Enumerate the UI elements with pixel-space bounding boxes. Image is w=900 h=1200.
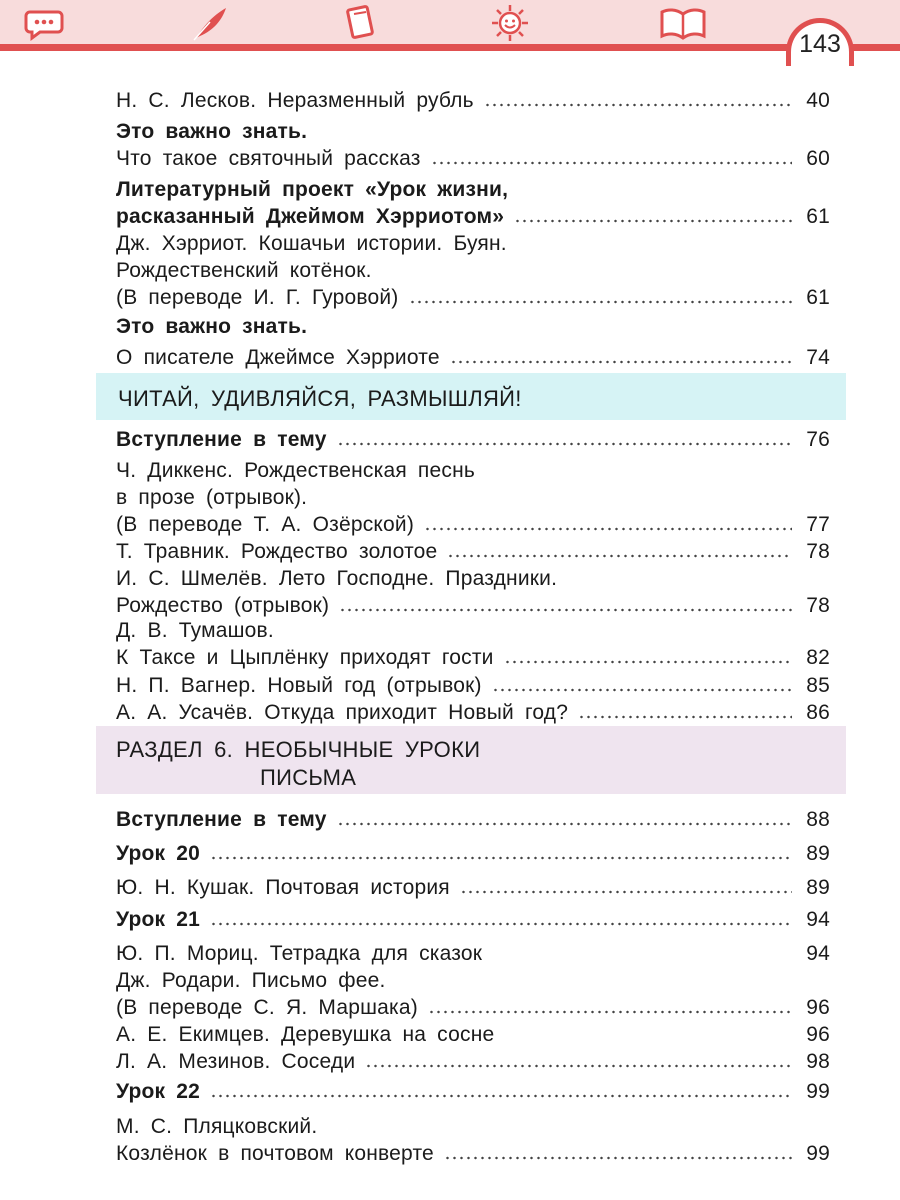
dot-leader xyxy=(492,688,792,692)
toc-entry-title: Козлёнок в почтовом конверте xyxy=(116,1142,434,1165)
toc-entry[interactable] xyxy=(116,672,830,699)
toc-entry-title: (В переводе Т. А. Озёрской) xyxy=(116,513,415,536)
dot-leader xyxy=(210,1094,792,1098)
page-number: 143 xyxy=(799,30,841,58)
section-title-line: ПИСЬМА xyxy=(260,765,357,790)
dot-leader xyxy=(504,660,792,664)
section-title-2 xyxy=(116,736,480,792)
toc-entry-page: 89 xyxy=(806,876,830,899)
section-title-line: РАЗДЕЛ 6. НЕОБЫЧНЫЕ УРОКИ xyxy=(116,737,481,762)
toc-entry-title: Рождественский котёнок. xyxy=(116,259,372,282)
toc-entry[interactable] xyxy=(116,806,830,833)
toc-entry-page: 77 xyxy=(806,513,830,536)
toc-entry-title: (В переводе И. Г. Гуровой) xyxy=(116,286,399,309)
toc-entry[interactable] xyxy=(116,1113,830,1167)
toc-entry-title: Ю. Н. Кушак. Почтовая история xyxy=(116,876,450,899)
toc-entry-page: 96 xyxy=(806,996,830,1019)
toc-entry-page: 85 xyxy=(806,674,830,697)
toc-entry[interactable] xyxy=(116,1021,830,1048)
toc-entry-title: Т. Травник. Рождество золотое xyxy=(116,540,438,563)
toc-entry-page: 94 xyxy=(806,942,830,965)
toc-entry[interactable] xyxy=(116,1078,830,1105)
toc-entry-title: А. А. Усачёв. Откуда приходит Новый год? xyxy=(116,701,569,724)
toc-entry-page: 88 xyxy=(806,808,830,831)
toc-entry[interactable] xyxy=(116,840,830,867)
dot-leader xyxy=(337,822,792,826)
toc-entry-page: 99 xyxy=(806,1080,830,1103)
dot-leader xyxy=(337,442,792,446)
toc-entry-title: Вступление в тему xyxy=(116,808,327,831)
open-book-icon xyxy=(658,4,708,42)
toc-entry-title: М. С. Пляцковский. xyxy=(116,1115,318,1138)
toc-entry[interactable] xyxy=(116,145,830,172)
toc-entry[interactable] xyxy=(116,874,830,901)
toc-heading xyxy=(116,118,830,145)
toc-entry-title: расказанный Джеймом Хэрриотом» xyxy=(116,205,505,228)
toc-entry[interactable] xyxy=(116,457,830,538)
header-rule xyxy=(0,44,790,51)
dot-leader xyxy=(447,554,792,558)
toc-entry-title: Урок 20 xyxy=(116,842,201,865)
toc-entry-page: 40 xyxy=(806,89,830,112)
toc-entry-title: Дж. Родари. Письмо фее. xyxy=(116,969,386,992)
dot-leader xyxy=(431,161,792,165)
toc-entry-title: Д. В. Тумашов. xyxy=(116,619,274,642)
sun-icon xyxy=(490,4,530,42)
dot-leader xyxy=(210,922,792,926)
toc-entry[interactable] xyxy=(116,940,830,967)
header-rule-right xyxy=(850,44,900,51)
dot-leader xyxy=(365,1064,792,1068)
toc-entry-title: О писателе Джеймсе Хэрриоте xyxy=(116,346,440,369)
toc-entry-title: Урок 21 xyxy=(116,908,201,931)
toc-entry[interactable] xyxy=(116,426,830,453)
dot-leader xyxy=(514,219,792,223)
dot-leader xyxy=(460,890,792,894)
toc-entry-title: Что такое святочный рассказ xyxy=(116,147,421,170)
toc-entry[interactable] xyxy=(116,967,830,1021)
toc-entry-title: Рождество (отрывок) xyxy=(116,594,330,617)
toc-entry-page: 61 xyxy=(806,286,830,309)
toc-entry-title: Н. П. Вагнер. Новый год (отрывок) xyxy=(116,674,482,697)
speech-bubble-icon xyxy=(24,4,64,42)
toc-entry-title: Литературный проект «Урок жизни, xyxy=(116,178,509,201)
toc-entry-page: 78 xyxy=(806,540,830,563)
dot-leader xyxy=(339,608,792,612)
toc-entry-page: 86 xyxy=(806,701,830,724)
toc-entry-page: 78 xyxy=(806,594,830,617)
dot-leader xyxy=(409,300,792,304)
toc-entry-title: И. С. Шмелёв. Лето Господне. Праздники. xyxy=(116,567,558,590)
dot-leader xyxy=(424,527,792,531)
toc-entry-title: Ю. П. Мориц. Тетрадка для сказок xyxy=(116,942,483,965)
toc-entry[interactable] xyxy=(116,565,830,619)
toc-heading xyxy=(116,313,830,340)
toc-entry[interactable] xyxy=(116,699,830,726)
toc-entry-title: Л. А. Мезинов. Соседи xyxy=(116,1050,356,1073)
toc-entry-title: А. Е. Екимцев. Деревушка на сосне xyxy=(116,1023,495,1046)
toc-entry[interactable] xyxy=(116,176,830,230)
toc-entry-page: 94 xyxy=(806,908,830,931)
toc-entry[interactable] xyxy=(116,906,830,933)
toc-entry-page: 96 xyxy=(806,1023,830,1046)
toc-entry-page: 89 xyxy=(806,842,830,865)
section-title-1 xyxy=(118,385,522,413)
toc-entry-title: Это важно знать. xyxy=(116,315,308,338)
toc-entry-title: Урок 22 xyxy=(116,1080,201,1103)
toc-entry[interactable] xyxy=(116,538,830,565)
toc-entry-page: 60 xyxy=(806,147,830,170)
toc-entry-title: в прозе (отрывок). xyxy=(116,486,308,509)
dot-leader xyxy=(484,103,792,107)
toc-entry-page: 74 xyxy=(806,346,830,369)
feather-icon xyxy=(190,4,230,42)
toc-entry[interactable] xyxy=(116,617,830,671)
dot-leader xyxy=(444,1156,792,1160)
toc-entry-page: 82 xyxy=(806,646,830,669)
toc-entry-page: 76 xyxy=(806,428,830,451)
dot-leader xyxy=(210,856,792,860)
dot-leader xyxy=(450,360,792,364)
toc-entry-page: 61 xyxy=(806,205,830,228)
toc-entry-title: Н. С. Лесков. Неразменный рубль xyxy=(116,89,474,112)
toc-entry-title: К Таксе и Цыплёнку приходят гости xyxy=(116,646,494,669)
toc-entry[interactable] xyxy=(116,87,830,114)
toc-entry-page: 98 xyxy=(806,1050,830,1073)
toc-entry-title: Это важно знать. xyxy=(116,120,308,143)
toc-entry[interactable] xyxy=(116,1048,830,1075)
dot-leader xyxy=(578,715,792,719)
book-icon xyxy=(342,4,382,42)
toc-entry[interactable] xyxy=(116,230,830,311)
toc-entry-title: Ч. Диккенс. Рождественская песнь xyxy=(116,459,476,482)
toc-entry-title: Вступление в тему xyxy=(116,428,327,451)
dot-leader xyxy=(428,1010,792,1014)
toc-entry-title: (В переводе С. Я. Маршака) xyxy=(116,996,418,1019)
toc-entry-page: 99 xyxy=(806,1142,830,1165)
toc-entry-title: Дж. Хэрриот. Кошачьи истории. Буян. xyxy=(116,232,507,255)
section-title-line: ЧИТАЙ, УДИВЛЯЙСЯ, РАЗМЫШЛЯЙ! xyxy=(118,386,522,411)
toc-entry[interactable] xyxy=(116,344,830,371)
page-header xyxy=(0,0,900,48)
